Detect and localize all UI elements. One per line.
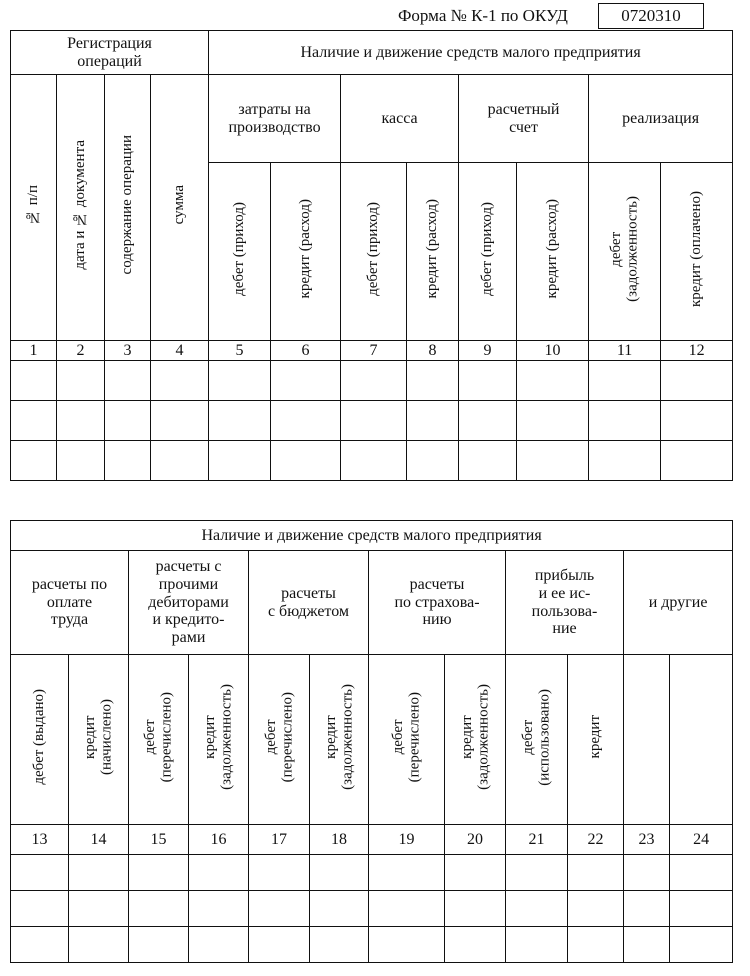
subcol-header: кредит (оплачено) bbox=[661, 163, 733, 341]
entry-cell[interactable] bbox=[271, 361, 341, 401]
column-number: 22 bbox=[568, 825, 624, 855]
subgroup-settlement-account: расчетный счет bbox=[459, 75, 589, 163]
entry-cell[interactable] bbox=[11, 401, 57, 441]
entry-cell[interactable] bbox=[589, 441, 661, 481]
column-number: 14 bbox=[69, 825, 129, 855]
column-number: 10 bbox=[517, 341, 589, 361]
t2-group-row bbox=[11, 521, 733, 551]
entry-cell[interactable] bbox=[105, 361, 151, 401]
column-number: 3 bbox=[105, 341, 151, 361]
entry-cell[interactable] bbox=[517, 361, 589, 401]
entry-cell[interactable] bbox=[369, 855, 445, 891]
subcol-header: кредит (расход) bbox=[407, 163, 459, 341]
entry-cell[interactable] bbox=[310, 855, 369, 891]
subcol-header: кредит (задолженность) bbox=[445, 655, 506, 825]
entry-cell[interactable] bbox=[151, 401, 209, 441]
entry-cell[interactable] bbox=[445, 927, 506, 963]
subcol-header: дебет (перечислено) bbox=[369, 655, 445, 825]
entry-cell[interactable] bbox=[517, 441, 589, 481]
subcol-header-empty bbox=[624, 655, 670, 825]
entry-cell[interactable] bbox=[506, 855, 568, 891]
entry-cell[interactable] bbox=[11, 441, 57, 481]
column-number: 13 bbox=[11, 825, 69, 855]
subgroup-production-costs: затраты на производство bbox=[209, 75, 341, 163]
entry-cell[interactable] bbox=[459, 401, 517, 441]
entry-cell[interactable] bbox=[11, 855, 69, 891]
entry-cell[interactable] bbox=[310, 891, 369, 927]
column-number: 19 bbox=[369, 825, 445, 855]
entry-cell[interactable] bbox=[661, 401, 733, 441]
entry-cell[interactable] bbox=[589, 401, 661, 441]
entry-cell[interactable] bbox=[249, 855, 310, 891]
entry-cell[interactable] bbox=[249, 891, 310, 927]
subcol-header: кредит (задолженность) bbox=[310, 655, 369, 825]
subcol-header: дебет (выдано) bbox=[11, 655, 69, 825]
entry-cell[interactable] bbox=[209, 401, 271, 441]
entry-cell[interactable] bbox=[57, 441, 105, 481]
entry-cell[interactable] bbox=[271, 401, 341, 441]
entry-cell[interactable] bbox=[670, 927, 733, 963]
entry-cell[interactable] bbox=[209, 441, 271, 481]
t1-subgroup-row bbox=[11, 75, 733, 163]
entry-cell[interactable] bbox=[670, 855, 733, 891]
col-header-date-doc: дата и № документа bbox=[57, 75, 105, 341]
column-number: 5 bbox=[209, 341, 271, 361]
subcol-header-empty bbox=[670, 655, 733, 825]
journal-table-1 bbox=[10, 30, 733, 481]
entry-cell[interactable] bbox=[459, 441, 517, 481]
entry-cell[interactable] bbox=[57, 361, 105, 401]
column-number: 7 bbox=[341, 341, 407, 361]
form-header bbox=[0, 0, 750, 30]
t1-number-row bbox=[11, 341, 733, 361]
subcol-header: кредит (начислено) bbox=[69, 655, 129, 825]
entry-cell[interactable] bbox=[341, 401, 407, 441]
registration-header: Регистрация операций bbox=[11, 31, 209, 75]
entry-cell[interactable] bbox=[189, 927, 249, 963]
t2-number-row bbox=[11, 825, 733, 855]
column-number: 8 bbox=[407, 341, 459, 361]
entry-cell[interactable] bbox=[341, 361, 407, 401]
entry-row bbox=[11, 855, 733, 891]
entry-cell[interactable] bbox=[407, 361, 459, 401]
entry-cell[interactable] bbox=[661, 441, 733, 481]
column-number: 1 bbox=[11, 341, 57, 361]
form-label: Форма № К-1 по ОКУД bbox=[398, 6, 568, 25]
entry-cell[interactable] bbox=[445, 891, 506, 927]
entry-cell[interactable] bbox=[670, 891, 733, 927]
entry-cell[interactable] bbox=[57, 401, 105, 441]
entry-cell[interactable] bbox=[151, 361, 209, 401]
subcol-header: дебет (перечислено) bbox=[129, 655, 189, 825]
column-number: 6 bbox=[271, 341, 341, 361]
entry-cell[interactable] bbox=[189, 891, 249, 927]
entry-cell[interactable] bbox=[341, 441, 407, 481]
column-number: 12 bbox=[661, 341, 733, 361]
column-number: 4 bbox=[151, 341, 209, 361]
entry-cell[interactable] bbox=[568, 855, 624, 891]
column-number: 21 bbox=[506, 825, 568, 855]
column-number: 17 bbox=[249, 825, 310, 855]
t2-subgroup-row bbox=[11, 551, 733, 655]
subcol-header: кредит (расход) bbox=[271, 163, 341, 341]
entry-row bbox=[11, 927, 733, 963]
entry-cell[interactable] bbox=[568, 891, 624, 927]
subcol-header: дебет (задолженность) bbox=[589, 163, 661, 341]
entry-cell[interactable] bbox=[129, 891, 189, 927]
entry-cell[interactable] bbox=[249, 927, 310, 963]
journal-table-2 bbox=[10, 520, 733, 963]
main-group-header: Наличие и движение средств малого предприятия bbox=[209, 31, 733, 75]
entry-cell[interactable] bbox=[11, 891, 69, 927]
column-number: 23 bbox=[624, 825, 670, 855]
entry-cell[interactable] bbox=[69, 855, 129, 891]
subgroup-budget: расчеты с бюджетом bbox=[249, 551, 369, 655]
entry-cell[interactable] bbox=[506, 891, 568, 927]
entry-cell[interactable] bbox=[624, 927, 670, 963]
subgroup-profit: прибыль и ее ис- пользова- ние bbox=[506, 551, 624, 655]
entry-cell[interactable] bbox=[69, 927, 129, 963]
entry-cell[interactable] bbox=[369, 927, 445, 963]
t1-group-row bbox=[11, 31, 733, 75]
subcol-header: кредит (задолженность) bbox=[189, 655, 249, 825]
subcol-header: кредит bbox=[568, 655, 624, 825]
entry-cell[interactable] bbox=[105, 401, 151, 441]
entry-cell[interactable] bbox=[209, 361, 271, 401]
entry-cell[interactable] bbox=[271, 441, 341, 481]
subcol-header: дебет (перечислено) bbox=[249, 655, 310, 825]
subcol-header: дебет (приход) bbox=[209, 163, 271, 341]
entry-cell[interactable] bbox=[506, 927, 568, 963]
entry-cell[interactable] bbox=[151, 441, 209, 481]
subcol-header: дебет (использовано) bbox=[506, 655, 568, 825]
entry-cell[interactable] bbox=[369, 891, 445, 927]
entry-cell[interactable] bbox=[661, 361, 733, 401]
entry-cell[interactable] bbox=[407, 401, 459, 441]
entry-cell[interactable] bbox=[69, 891, 129, 927]
main-group-header: Наличие и движение средств малого предприятия bbox=[11, 521, 733, 551]
col-header-sum: сумма bbox=[151, 75, 209, 341]
entry-cell[interactable] bbox=[407, 441, 459, 481]
entry-row bbox=[11, 361, 733, 401]
subgroup-payroll: расчеты по оплате труда bbox=[11, 551, 129, 655]
column-number: 15 bbox=[129, 825, 189, 855]
entry-cell[interactable] bbox=[129, 927, 189, 963]
column-number: 2 bbox=[57, 341, 105, 361]
column-number: 16 bbox=[189, 825, 249, 855]
entry-cell[interactable] bbox=[11, 927, 69, 963]
entry-cell[interactable] bbox=[624, 855, 670, 891]
entry-cell[interactable] bbox=[445, 855, 506, 891]
subcol-header: кредит (расход) bbox=[517, 163, 589, 341]
entry-cell[interactable] bbox=[624, 891, 670, 927]
column-number: 9 bbox=[459, 341, 517, 361]
col-header-number: № п/п bbox=[11, 75, 57, 341]
entry-row bbox=[11, 891, 733, 927]
t2-subcol-row bbox=[11, 655, 733, 825]
entry-cell[interactable] bbox=[459, 361, 517, 401]
okud-code-box: 0720310 bbox=[598, 3, 704, 29]
entry-cell[interactable] bbox=[568, 927, 624, 963]
col-header-content: содержание операции bbox=[105, 75, 151, 341]
subcol-header: дебет (приход) bbox=[459, 163, 517, 341]
subgroup-cash: касса bbox=[341, 75, 459, 163]
entry-row bbox=[11, 441, 733, 481]
column-number: 11 bbox=[589, 341, 661, 361]
subgroup-insurance: расчеты по страхова- нию bbox=[369, 551, 506, 655]
column-number: 24 bbox=[670, 825, 733, 855]
entry-cell[interactable] bbox=[129, 855, 189, 891]
entry-cell[interactable] bbox=[105, 441, 151, 481]
subgroup-others: и другие bbox=[624, 551, 733, 655]
column-number: 18 bbox=[310, 825, 369, 855]
entry-cell[interactable] bbox=[11, 361, 57, 401]
entry-cell[interactable] bbox=[517, 401, 589, 441]
entry-cell[interactable] bbox=[310, 927, 369, 963]
subgroup-sales: реализация bbox=[589, 75, 733, 163]
subcol-header: дебет (приход) bbox=[341, 163, 407, 341]
entry-cell[interactable] bbox=[589, 361, 661, 401]
entry-row bbox=[11, 401, 733, 441]
entry-cell[interactable] bbox=[189, 855, 249, 891]
column-number: 20 bbox=[445, 825, 506, 855]
subgroup-other-debtors: расчеты с прочими дебиторами и кредито- рами bbox=[129, 551, 249, 655]
